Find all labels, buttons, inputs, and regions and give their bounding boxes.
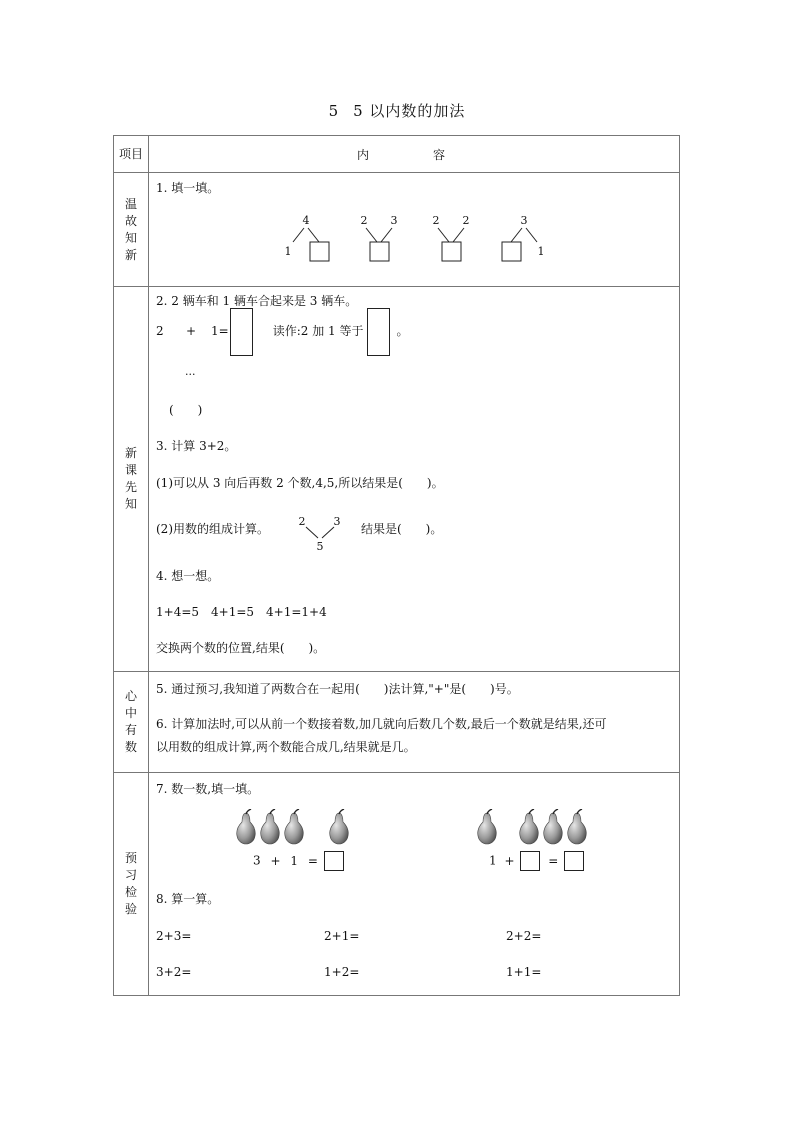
q7-eq1-a: 3 bbox=[253, 853, 261, 868]
q7-eq2-a: 1 bbox=[489, 853, 497, 868]
tree2-branch-left bbox=[366, 228, 377, 242]
tree3-left: 2 bbox=[432, 214, 440, 227]
pear-icon bbox=[258, 809, 282, 845]
pear-icon bbox=[475, 809, 499, 845]
q8-problem: 3+2= bbox=[156, 965, 192, 979]
pear-icon bbox=[565, 809, 589, 845]
q7-eq1-b: 1 bbox=[290, 853, 298, 868]
page-title bbox=[0, 100, 794, 121]
new-lesson-label: 新课先知 bbox=[124, 446, 137, 511]
tree3-branch-right bbox=[453, 228, 464, 242]
preview-check-row bbox=[114, 773, 680, 996]
review-label-cell bbox=[114, 173, 149, 287]
q3-tree-right: 3 bbox=[333, 515, 341, 528]
lesson-title: 5 以内数的加法 bbox=[353, 102, 466, 120]
pear-icon bbox=[517, 809, 541, 845]
q3-tree-branch-left bbox=[306, 527, 318, 538]
tree2-answer-box[interactable] bbox=[370, 242, 389, 261]
q7-eq2-plus: + bbox=[504, 853, 515, 868]
tree1-top: 4 bbox=[302, 214, 310, 227]
q2-title: 2. 2 辆车和 1 辆车合起来是 3 辆车。 bbox=[156, 294, 358, 308]
tree3-branch-left bbox=[438, 228, 449, 242]
tree4-top: 3 bbox=[520, 214, 528, 227]
new-lesson-label-cell bbox=[114, 287, 149, 672]
q7-eq2-answer-box[interactable] bbox=[564, 851, 584, 871]
preview-check-label-cell bbox=[114, 773, 149, 996]
q3-part2: (2)用数的组成计算。 bbox=[156, 522, 269, 536]
tree2-right: 3 bbox=[390, 214, 398, 227]
review-label: 温故知新 bbox=[124, 196, 137, 262]
q7-eq1-plus: + bbox=[270, 853, 281, 868]
in-mind-row bbox=[114, 672, 680, 773]
q8-problem: 1+1= bbox=[506, 965, 542, 979]
review-content bbox=[149, 173, 680, 287]
in-mind-label: 心中有数 bbox=[124, 689, 137, 754]
q4-equations: 1+4=5 4+1=5 4+1=1+4 bbox=[156, 605, 327, 619]
q7-eq2-addend-box[interactable] bbox=[520, 851, 540, 871]
new-lesson-content bbox=[149, 287, 680, 672]
pear-icon bbox=[541, 809, 565, 845]
q2-read-answer-box[interactable] bbox=[367, 308, 390, 356]
tree1-branch-left bbox=[293, 228, 304, 242]
pear-icon bbox=[327, 809, 351, 845]
q2-eq-a: 2 bbox=[156, 324, 164, 338]
q7-eq1-equals: = bbox=[307, 853, 318, 868]
q2-read-as: 读作:2 加 1 等于 bbox=[272, 324, 364, 338]
q2-eq-plus: + bbox=[186, 324, 197, 338]
q2-equation-row bbox=[156, 307, 408, 356]
tree4-branch-right bbox=[526, 228, 537, 242]
tree3-right: 2 bbox=[462, 214, 470, 227]
q3-number-tree bbox=[292, 513, 352, 553]
q3-tree-bottom: 5 bbox=[316, 540, 324, 553]
in-mind-content bbox=[149, 672, 680, 773]
tree4-right: 1 bbox=[537, 245, 545, 258]
q8-title: 8. 算一算。 bbox=[156, 892, 220, 906]
q4-title: 4. 想一想。 bbox=[156, 569, 220, 583]
preview-check-content bbox=[149, 773, 680, 996]
in-mind-label-cell bbox=[114, 672, 149, 773]
q2-answer-box[interactable] bbox=[230, 308, 253, 356]
q8-problem: 2+3= bbox=[156, 929, 192, 943]
q4-conclusion: 交换两个数的位置,结果( )。 bbox=[156, 641, 326, 655]
header-row bbox=[114, 136, 680, 173]
q3-title: 3. 计算 3+2。 bbox=[156, 439, 237, 453]
q2-ellipsis: ··· bbox=[185, 368, 196, 381]
q1-number-trees bbox=[284, 211, 604, 281]
tree4-answer-box[interactable] bbox=[502, 242, 521, 261]
tree3-answer-box[interactable] bbox=[442, 242, 461, 261]
header-item: 项目 bbox=[114, 136, 149, 173]
pear-icon bbox=[234, 809, 258, 845]
q2-period: 。 bbox=[396, 324, 409, 338]
tree4-branch-left bbox=[511, 228, 522, 242]
q8-problem: 2+2= bbox=[506, 929, 542, 943]
q7-eq1-answer-box[interactable] bbox=[324, 851, 344, 871]
q6-line1: 6. 计算加法时,可以从前一个数接着数,加几就向后数几个数,最后一个数就是结果,还可 bbox=[156, 717, 607, 731]
tree2-left: 2 bbox=[360, 214, 368, 227]
q3-part1: (1)可以从 3 向后再数 2 个数,4,5,所以结果是( )。 bbox=[156, 476, 444, 490]
q1-title: 1. 填一填。 bbox=[156, 181, 220, 195]
q3-tree-branch-right bbox=[322, 527, 334, 538]
tree1-answer-box[interactable] bbox=[310, 242, 329, 261]
q3-result: 结果是( )。 bbox=[361, 522, 443, 536]
q7-eq2 bbox=[489, 851, 584, 871]
q7-eq1 bbox=[253, 851, 344, 871]
review-row bbox=[114, 173, 680, 287]
preview-check-label: 预习检验 bbox=[124, 851, 137, 916]
new-lesson-row bbox=[114, 287, 680, 672]
q2-eq-b: 1= bbox=[211, 324, 229, 338]
q7-title: 7. 数一数,填一填。 bbox=[156, 782, 260, 796]
q2-paren: ( ) bbox=[169, 403, 203, 417]
lesson-number: 5 bbox=[328, 102, 340, 120]
q3-tree-left: 2 bbox=[298, 515, 306, 528]
q6-line2: 以用数的组成计算,两个数能合成几,结果就是几。 bbox=[156, 740, 416, 754]
tree2-branch-right bbox=[381, 228, 392, 242]
q8-problem: 1+2= bbox=[324, 965, 360, 979]
tree1-left: 1 bbox=[284, 245, 292, 258]
pear-icon bbox=[282, 809, 306, 845]
q7-eq2-equals: = bbox=[548, 853, 559, 868]
worksheet-table bbox=[113, 135, 680, 996]
q8-problem: 2+1= bbox=[324, 929, 360, 943]
header-content: 内 容 bbox=[149, 136, 680, 173]
q5-text: 5. 通过预习,我知道了两数合在一起用( )法计算,"+"是( )号。 bbox=[156, 682, 519, 696]
tree1-branch-right bbox=[308, 228, 319, 242]
